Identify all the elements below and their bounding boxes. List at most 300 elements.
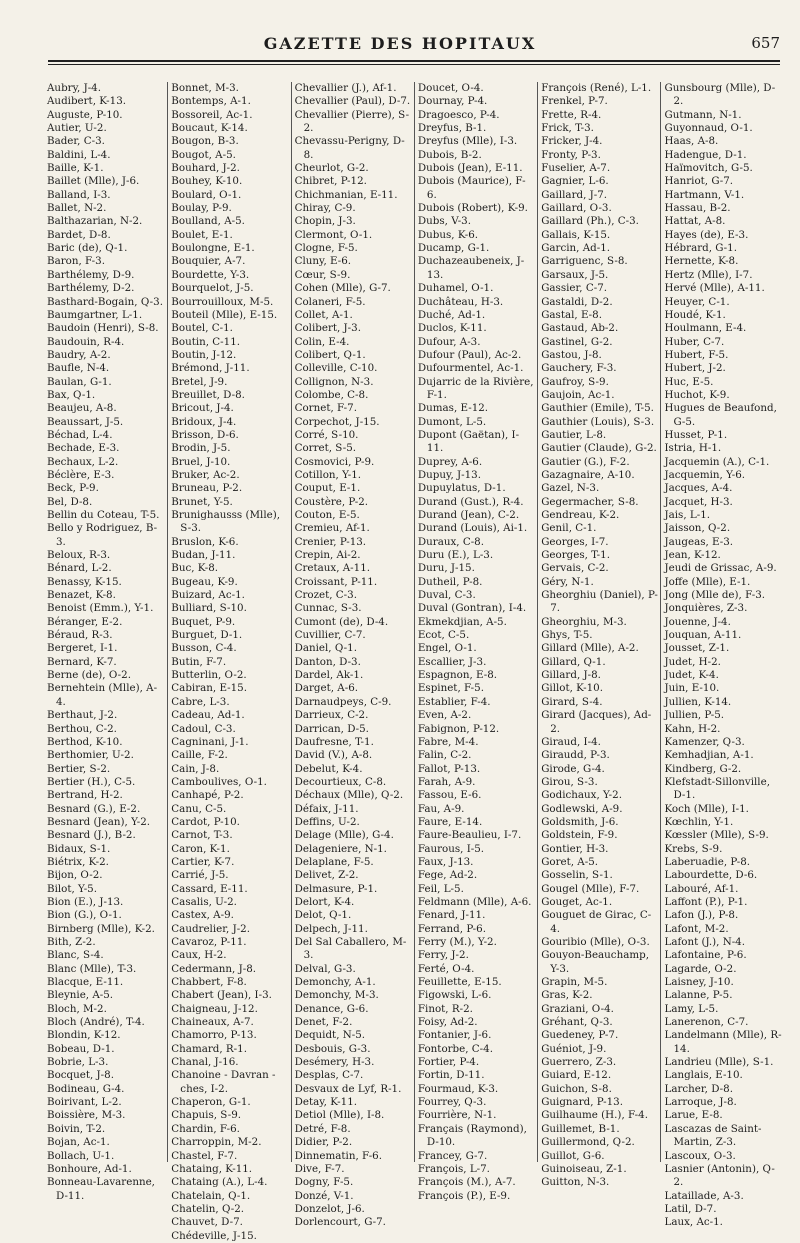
index-entry: Blondin, K-12. [47,1029,121,1042]
index-entry: Boutel, C-1. [171,322,233,335]
index-entry: Delot, Q-1. [294,909,352,922]
index-entry: Hervé (Mlle), A-11. [664,282,765,295]
index-entry: Dumont, L-5. [417,415,487,428]
index-entry: Camboulives, O-1. [171,775,267,788]
index-entry: Butin, F-7. [171,655,227,668]
index-entry: Delage (Mlle), G-4. [294,829,394,842]
index-entry: Beaujeu, A-8. [47,402,117,415]
index-entry: Lalanne, P-5. [664,989,733,1002]
index-entry: Bricout, J-4. [171,402,234,415]
index-entry: Fourrey, Q-3. [417,1096,487,1109]
index-entry: Hugues de Beaufond, G-5. [664,402,777,428]
index-entry: Bion (G.), O-1. [47,909,122,922]
index-entry: Gastal, E-8. [541,308,602,321]
index-entry: Bougon, B-3. [171,135,239,148]
index-entry: Espinet, F-5. [417,682,484,695]
index-entry: Couton, E-5. [294,509,360,521]
index-entry: Jouenne, J-4. [664,615,731,628]
index-entry: Hertz (Mlle), I-7. [664,268,753,281]
index-entry: Jais, L-1. [664,509,711,521]
index-entry: Chardin, F-6. [171,1122,240,1135]
index-entry: Jacquemin (A.), C-1. [664,455,770,468]
index-entry: Ferrand, P-6. [417,922,486,935]
index-entry: Jonquières, Z-3. [664,602,748,615]
index-entry: Lafont, M-2. [664,922,729,935]
index-entry: Gauthier (Louis), S-3. [541,415,655,428]
index-entry: Hubert, J-2. [664,362,726,375]
index-entry: Cotillon, Y-1. [294,468,362,481]
index-entry: Bonnet, M-3. [171,82,239,94]
index-entry: Cardot, P-10. [171,815,240,828]
index-entry: Klefstadt-Sillonville, D-1. [664,775,770,802]
index-entry: Gouguet de Girac, C-4. [541,909,652,935]
index-entry: Giraudd, P-3. [541,749,610,762]
index-entry: Darrican, D-5. [294,722,369,735]
index-entry: Durand (Jean), C-2. [417,509,520,521]
index-entry: Beck, P-9. [47,482,99,495]
index-entry: Gastaldi, D-2. [541,295,613,308]
index-entry: Cohen (Mlle), G-7. [294,282,391,295]
index-entry: Gauthier (Emile), T-5. [541,402,654,415]
index-entry: Couput, E-1. [294,482,361,495]
index-column [660,82,783,1229]
index-entry: David (V.), A-8. [294,749,373,762]
index-entry: Fau, A-9. [417,802,465,815]
index-entry: Falin, C-2. [417,749,472,762]
index-entry: Bénard, L-2. [47,562,112,575]
index-entry: Benoist (Emm.), Y-1. [47,602,154,615]
index-entry: Gontier, H-3. [541,842,609,855]
index-entry: Ekmekdjian, A-5. [417,615,507,628]
header-rule [48,60,780,62]
index-entry: Bouteil (Mlle), E-15. [171,308,278,321]
index-entry: Bardet, D-8. [47,228,111,241]
index-entry: Chibret, P-12. [294,175,367,188]
index-entry: Gaujoin, Ac-1. [541,388,615,401]
index-entry: Cuvillier, C-7. [294,629,366,642]
index-entry: Dubus, K-6. [417,228,479,241]
index-entry: Genil, C-1. [541,522,597,535]
index-entry: Bello y Rodriguez, B-3. [47,522,158,548]
index-entry: Bontemps, A-1. [171,95,251,108]
index-entry: Bocquet, J-8. [47,1069,114,1082]
index-entry: Croissant, P-11. [294,575,378,588]
index-entry: Jacques, A-4. [664,482,733,495]
index-entry: Cœur, S-9. [294,268,351,281]
index-entry: Fassou, E-6. [417,789,482,802]
index-entry: Cremieu, Af-1. [294,522,370,535]
index-entry: Duru (E.), L-3. [417,549,494,562]
index-entry: Jean, K-12. [664,549,721,562]
index-entry: Dinnematin, F-6. [294,1149,382,1162]
index-entry: Hadengue, D-1. [664,148,747,161]
index-entry: Heuyer, C-1. [664,295,730,308]
index-entry: Decourtieux, C-8. [294,775,387,788]
index-entry: Brisson, D-6. [171,428,239,441]
index-entry: Duchâteau, H-3. [417,295,504,308]
index-entry: Cheurlot, G-2. [294,162,369,175]
index-entry: Gallais, K-15. [541,228,611,241]
index-entry: Bleynie, A-5. [47,989,114,1002]
index-entry: Gaillard (Ph.), C-3. [541,215,639,228]
index-entry: Ferry, J-2. [417,949,469,962]
index-entry: Gazel, N-3. [541,482,600,495]
index-entry: Bruel, J-10. [171,455,231,468]
index-entry: Garriguenc, S-8. [541,255,628,268]
index-entry: Demonchy, A-1. [294,976,376,989]
index-entry: Boutin, C-11. [171,335,241,348]
index-entry: Escallier, J-3. [417,655,487,668]
index-entry: Bernehtein (Mlle), A-4. [47,682,158,708]
index-entry: Baldini, L-4. [47,148,111,161]
index-entry: Farah, A-9. [417,775,476,788]
index-entry: Guilhaume (H.), F-4. [541,1109,648,1122]
index-entry: Delivet, Z-2. [294,869,359,882]
index-entry: Godichaux, Y-2. [541,789,622,802]
index-entry: Bloch (André), T-4. [47,1016,145,1029]
index-entry: Faure-Beaulieu, I-7. [417,829,522,842]
index-entry: Busson, C-4. [171,642,237,655]
index-entry: Francey, G-7. [417,1149,488,1162]
index-entry: Colibert, Q-1. [294,348,366,361]
index-entry: Grapin, M-5. [541,976,608,989]
index-entry: Hébrard, G-1. [664,242,737,255]
index-entry: Establier, F-4. [417,695,491,708]
index-entry: Frenkel, P-7. [541,95,608,108]
index-entry: Lataillade, A-3. [664,1189,744,1202]
index-entry: Budan, J-11. [171,549,236,562]
index-entry: Dubs, V-3. [417,215,471,228]
index-entry: Bellin du Coteau, T-5. [47,509,160,521]
index-entry: Déchaux (Mlle), Q-2. [294,789,404,802]
index-entry: Duhamel, O-1. [417,282,494,295]
index-entry: Denance, G-6. [294,1002,369,1015]
index-entry: Dragoesco, P-4. [417,108,500,121]
index-entry: Gastou, J-8. [541,348,602,361]
index-entry: Houdé, K-1. [664,308,726,321]
index-entry: Buquet, P-9. [171,615,236,628]
index-entry: Bertier, S-2. [47,762,111,775]
index-entry: Detré, F-8. [294,1122,351,1135]
index-entry: Jacquet, H-3. [664,495,733,508]
index-entry: Fontorbe, C-4. [417,1042,493,1055]
index-entry: Boulet, E-1. [171,228,233,241]
index-entry: Guichon, S-8. [541,1082,612,1095]
index-entry: Basthard-Bogain, Q-3. [47,295,163,308]
index-entry: Guinoiseau, Z-1. [541,1162,627,1175]
index-entry: Jacquemin, Y-6. [664,468,746,481]
index-entry: Girode, G-4. [541,762,605,775]
index-entry: Kindberg, G-2. [664,762,742,775]
index-entry: Baulan, G-1. [47,375,112,388]
index-entry: Bruker, Ac-2. [171,468,240,481]
index-entry: Delort, K-4. [294,895,355,908]
index-entry: Husset, P-1. [664,428,728,441]
index-entry: Gillard, Q-1. [541,655,606,668]
index-entry: Fabre, M-4. [417,735,479,748]
index-entry: Chamard, R-1. [171,1042,247,1055]
index-entry: Jeudi de Grissac, A-9. [664,562,777,575]
index-entry: Krebs, S-9. [664,842,723,855]
index-entry: Girou, S-3. [541,775,598,788]
index-entry: Caille, F-2. [171,749,228,762]
index-entry: Dubois (Maurice), F-6. [417,175,526,201]
index-entry: Lagarde, O-2. [664,962,737,975]
index-entry: Gautier (G.), F-2. [541,455,630,468]
index-entry: Girard, S-4. [541,695,603,708]
index-entry: Baudoin (Henri), S-8. [47,322,159,335]
index-entry: Duchazeaubeneix, J-13. [417,255,525,281]
index-entry: Boulongne, E-1. [171,242,255,255]
index-entry: Cornet, F-7. [294,402,357,415]
index-entry: Guillot, G-6. [541,1149,605,1162]
journal-title: GAZETTE DES HOPITAUX [263,34,537,53]
index-entry: Debelut, K-4. [294,762,363,775]
index-entry: Bader, C-3. [47,135,105,148]
index-entry: Kœssler (Mlle), S-9. [664,829,769,842]
index-entry: Dorlencourt, G-7. [294,1216,386,1229]
index-entry: Ecot, C-5. [417,629,470,642]
index-entry: Bojan, Ac-1. [47,1136,110,1149]
index-entry: Lamy, L-5. [664,1002,719,1015]
index-entry: Baumgartner, L-1. [47,308,143,321]
index-entry: Houlmann, E-4. [664,322,747,335]
index-entry: Lascazas de Saint-Martin, Z-3. [664,1122,762,1149]
index-entry: Gauchery, F-3. [541,362,617,375]
index-entry: Graziani, O-4. [541,1002,614,1015]
index-entry: Chaineaux, A-7. [171,1016,254,1029]
index-entry: Judet, H-2. [664,655,721,668]
index-entry: Duval, C-3. [417,589,476,602]
index-entry: Huc, E-5. [664,375,714,388]
index-entry: Bidaux, S-1. [47,842,111,855]
index-entry: Bechade, E-3. [47,442,120,455]
index-entry: Bossoreil, Ac-1. [171,108,253,121]
index-entry: Giraud, I-4. [541,735,601,748]
index-entry: Lascoux, O-3. [664,1149,736,1162]
index-entry: Besnard (G.), E-2. [47,802,141,815]
index-entry: Colin, E-4. [294,335,350,348]
index-entry: Barthélemy, D-2. [47,282,135,295]
index-entry: Guerrero, Z-3. [541,1056,617,1069]
index-entry: Autier, U-2. [47,122,107,135]
index-entry: Blanc (Mlle), T-3. [47,962,137,975]
index-entry: Hassau, B-2. [664,202,731,215]
index-entry: Finot, R-2. [417,1002,473,1015]
index-entry: Bruslon, K-6. [171,535,239,548]
index-entry: Buc, K-8. [171,562,219,575]
index-entry: Gheorghiu (Daniel), P-7. [541,589,658,615]
index-entry: Dardel, Ak-1. [294,669,364,682]
index-entry: Audibert, K-13. [47,95,127,108]
index-entry: Birnberg (Mlle), K-2. [47,922,155,935]
index-entry: Crepin, Ai-2. [294,549,361,562]
index-entry: Cluny, E-6. [294,255,352,268]
index-entry: Feldmann (Mlle), A-6. [417,895,532,908]
index-entry: Chataing, K-11. [171,1162,253,1175]
index-entry: Foisy, Ad-2. [417,1016,478,1029]
index-entry: Cain, J-8. [171,762,220,775]
index-entry: Haas, A-8. [664,135,719,148]
index-entry: Landelmann (Mlle), R-14. [664,1029,782,1055]
index-entry: Bulliard, S-10. [171,602,247,615]
index-entry: Bourquelot, J-5. [171,282,254,295]
index-entry: Caux, H-2. [171,949,227,962]
index-entry: Gazagnaire, A-10. [541,468,635,481]
index-entry: Bobeau, D-1. [47,1042,115,1055]
index-entry: Desémery, H-3. [294,1056,375,1069]
index-entry: Even, A-2. [417,709,472,722]
index-entry: Gheorghiu, M-3. [541,615,627,628]
index-entry: Daniel, Q-1. [294,642,357,655]
index-entry: Detiol (Mlle), I-8. [294,1109,385,1122]
index-entry: Delaplane, F-5. [294,855,374,868]
index-entry: Fronty, P-3. [541,148,601,161]
index-entry: Breuillet, D-8. [171,388,245,401]
index-entry: Baille, K-1. [47,162,104,175]
index-entry: Gouribio (Mlle), O-3. [541,936,650,948]
index-entry: Caron, K-1. [171,842,230,855]
index-entry: Faux, J-13. [417,855,474,868]
index-entry: Boissière, M-3. [47,1109,126,1122]
index-entry: Beloux, R-3. [47,549,111,562]
index-entry: Gosselin, S-1. [541,869,613,882]
index-entry: Berthod, K-10. [47,735,123,748]
index-entry: Dequidt, N-5. [294,1029,366,1042]
index-entry: Chanoine - Davran - ches, I-2. [171,1069,276,1095]
index-entry: Colombe, C-8. [294,388,369,401]
index-entry: Chauvet, D-7. [171,1216,243,1229]
index-entry: Demonchy, M-3. [294,989,379,1002]
index-entry: Kamenzer, Q-3. [664,735,745,748]
index-entry: Bijon, O-2. [47,869,103,882]
index-entry: Gutmann, N-1. [664,108,742,121]
index-entry: Dubois (Jean), E-11. [417,162,523,175]
index-entry: Benazet, K-8. [47,589,116,602]
index-entry: Lafon (J.), P-8. [664,909,739,922]
index-entry: Baric (de), Q-1. [47,242,128,255]
index-entry: Dive, F-7. [294,1162,345,1175]
index-entry: Gunsbourg (Mlle), D-2. [664,82,776,108]
index-entry: Jullien, P-5. [664,709,725,722]
index-entry: Bilot, Y-5. [47,882,98,895]
index-entry: Bretel, J-9. [171,375,228,388]
index-entry: Kemhadjian, A-1. [664,749,754,762]
index-entry: Dumas, E-12. [417,402,489,415]
index-entry: Chastel, F-7. [171,1149,238,1162]
index-entry: Delval, G-3. [294,962,356,975]
index-entry: Cretaux, A-11. [294,562,371,575]
index-entry: Gastaud, Ab-2. [541,322,619,335]
index-entry: Fenard, J-11. [417,909,486,922]
index-entry: Figowski, L-6. [417,989,492,1002]
index-entry: Baudouin, R-4. [47,335,125,348]
index-entry: Dufourmentel, Ac-1. [417,362,524,375]
index-entry: Béraud, R-3. [47,629,113,642]
index-entry: Collet, A-1. [294,308,353,321]
index-entry: Corret, S-5. [294,442,357,455]
index-entry: Laffont (P.), P-1. [664,895,748,908]
index-entry: Bion (E.), J-13. [47,895,124,908]
index-entry: Corré, S-10. [294,428,359,441]
index-entry: Lafontaine, P-6. [664,949,747,962]
index-entry: Benassy, K-15. [47,575,122,588]
index-entry: Detay, K-11. [294,1096,358,1109]
index-entry: Bougot, A-5. [171,148,236,161]
index-column [167,82,290,1242]
index-entry: Caudrelier, J-2. [171,922,251,935]
index-entry: Canhapé, P-2. [171,789,244,802]
index-entry: Bel, D-8. [47,495,93,508]
index-entry: Coustère, P-2. [294,495,369,508]
index-entry: Laberuadie, P-8. [664,855,751,868]
index-entry: Dupuy, J-13. [417,468,481,481]
index-entry: Boulland, A-5. [171,215,245,228]
index-entry: Jouquan, A-11. [664,629,742,642]
index-entry: Auguste, P-10. [47,108,123,121]
index-entry: Colibert, J-3. [294,322,361,335]
index-entry: Boivin, T-2. [47,1122,106,1135]
index-entry: Dogny, F-5. [294,1176,354,1189]
index-entry: Gautier, L-8. [541,428,607,441]
index-entry: François (René), L-1. [541,82,652,94]
index-entry: Clogne, F-5. [294,242,358,255]
index-entry: Baron, F-3. [47,255,105,268]
index-entry: Cunnac, S-3. [294,602,362,615]
index-entry: Guignard, P-13. [541,1096,623,1109]
page-number: 657 [751,34,780,52]
index-entry: Fege, Ad-2. [417,869,478,882]
index-entry: Beaussart, J-5. [47,415,124,428]
index-entry: Frick, T-3. [541,122,594,135]
index-entry: Chatelin, Q-2. [171,1202,245,1215]
index-entry: Gouget, Ac-1. [541,895,613,908]
index-entry: Berthaut, J-2. [47,709,118,722]
index-entry: Dubois, B-2. [417,148,482,161]
index-column [537,82,660,1189]
index-entry: Clermont, O-1. [294,228,373,241]
index-entry: Colaneri, F-5. [294,295,366,308]
index-entry: Hanriot, G-7. [664,175,734,188]
index-entry: Crenier, P-13. [294,535,367,548]
index-entry: Frette, R-4. [541,108,602,121]
index-entry: Cumont (de), D-4. [294,615,389,628]
index-entry: Boirivant, L-2. [47,1096,122,1109]
index-entry: Bith, Z-2. [47,936,96,948]
index-entry: Fabignon, P-12. [417,722,500,735]
index-entry: Duché, Ad-1. [417,308,486,321]
index-entry: Duprey, A-6. [417,455,483,468]
index-entry: Chevallier (Pierre), S-2. [294,108,410,135]
index-entry: Duclos, K-11. [417,322,487,335]
index-entry: Gervais, C-2. [541,562,609,575]
index-entry: Goldsmith, J-6. [541,815,619,828]
index-entry: Chaigneau, J-12. [171,1002,258,1015]
index-entry: Français (Raymond), D-10. [417,1122,527,1149]
index-entry: Fallot, P-13. [417,762,481,775]
index-entry: Casalis, U-2. [171,895,237,908]
index-entry: Denet, F-2. [294,1016,353,1029]
index-entry: Bruneau, P-2. [171,482,243,495]
index-entry: Garsaux, J-5. [541,268,609,281]
index-entry: Carrié, J-5. [171,869,229,882]
index-entry: Danton, D-3. [294,655,361,668]
index-entry: Desvaux de Lyf, R-1. [294,1082,402,1095]
index-entry: Chabert (Jean), I-3. [171,989,272,1002]
index-entry: Gougel (Mlle), F-7. [541,882,640,895]
index-entry: Besnard (J.), B-2. [47,829,136,842]
index-entry: Darrieux, C-2. [294,709,369,722]
